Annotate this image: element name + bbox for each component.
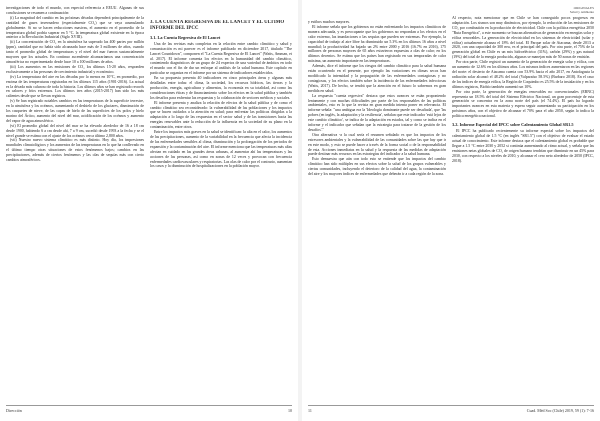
paragraph: Otra alternativa -a la cual sería el resumen señalado es que los impactos de los estresores ambientales y la vulnerabilidad de las comunidades sobre las que hay que ir en este modo, y esto se puede hacer a través de la forma social o de la responsabilidad de esta. Acciones inmediatas en la salud y la respuesta de las medidas de adaptación puede destinar más recursos en las estrategias del indicador a la salud humana.: [308, 132, 446, 157]
paragraph: El IPCC ha publicado recientemente su informe especial sobre los impactos del calentamiento global de 1.5 °C (en inglés "SR1.5") con el objetivo de evaluar el estado actual de conocimiento. Este informe destaca que el calentamiento global es probable que llegue a 1.5 °C entre 2030 y 2052 si continúa aumentando al ritmo actual, y señala que las emisiones netas globales de CO₂ de origen humano tendrían que disminuir en un 45% para 2030, con respecto a los niveles de 2010, y alcanzar el cero neto alrededor de 2050 (IPCC, 2018).: [452, 129, 594, 163]
paragraph: Al respecto, nota mencionar que en Chile se han conseguido pocos progresos en adaptación. Los sismos son muy dinámicos, por ejemplo, la reducción de las emisiones de CO₂ por combustión en la producción de electricidad. Chile con la política energética 2050 "Ruta Energética", a este momento se buscan alternativas de generación en energías solar y eólica renovables. La generación de electricidad en los sistemas de electricidad (solar y eólica) actualmente alcanza el 18% del total. El Parque solar de Atacama, desde 2013 a 2020, con una capacidad de 300 mw, es el principal del país. Por otra parte, el 75% de la generación global en Chile es un mix hidroeléctrico (31%), carbón (29%) y gas natural (19%) del total de la energía producida, algunas se manejan más de 50 zonas de emisión.: [452, 16, 594, 60]
paragraph: (vi) El promedio global del nivel del mar se ha elevado alrededor de 16 a 18 cm desde 1900, habiendo 6 a cm desde ahí, 7 a 9 cm, sucedió desde 1993 a la fecha y se el nivel grande se estima con el ajuste de los océanos cerca último 2,800 años.: [6, 123, 144, 138]
paragraph: Por otra parte, Chile registró un aumento de la generación de energía solar y eólica, con un aumento de 12.6% en los últimos años. Los mismos índices aumentaron en las regiones del norte: el desierto de Atacama cuenta con 53.9% hacia el año 2017, en Antofagasta la radiación solar alcanzó el 48.2% del total (Valparaíso 58.5%) (Barbaro 2018). En el caso de los índices de energía eólica, la Región de Coquimbo es 25.5% de la instalación y en los últimos registros, Biobío también aumentó un 10%.: [452, 60, 594, 89]
paragraph: (ii) La concentración de CO₂ en la atmósfera ha superado las 400 partes por millón (ppm), cantidad que no había sido alcanzada hace más de 3 millones de años, cuando tanto el promedio global de temperaturas y el nivel del mar fueron sustancialmente mayores que los actuales. En continuo ascendente alcanzaríamos una concentración atmosférica no experimentado desde hace 10 a 100 millones de años.: [6, 40, 144, 64]
paragraph: Por otra parte, la generación de energías renovables no convencionales (ERNC) representa un 18.5% del total del Sistema Eléctrico Nacional, un gran porcentaje de esta generación se concentra en la zona norte del país (el 74.4%). El país ha logrado importantes avances en esta materia y espera seguir aumentando su participación en los próximos años, con el objetivo de alcanzar el 70% para el año 2050, según lo indica la política energética nacional.: [452, 89, 594, 119]
paragraph: investigaciones de todo el mundo, con especial referencia a EEUU. Algunas de sus conclusiones se resumen a continuación:: [6, 6, 144, 15]
subsection-heading: 3.2. Informe Especial del IPCC sobre Calentamiento Global SR1.5: [452, 122, 574, 128]
paragraph: Entre los impactos más graves en la salud se identifican: la alta en el calor, los aumentos de las precipitaciones, aumento de la variabilidad en la frecuencia que afecta la incidencia de las enfermedades sensibles al clima, disminución y la prolongación de los periodos de expansión y la contaminación del aire. El informe menciona que las temperaturas más altas afectan en cuidado en las grandes áreas urbanas, al aumentar ahí las temperaturas y las acciones de las personas, así como en zonas de 12 veces y provocan con frecuencia enfermedades cardiovasculares y respiratorias. Las olas de calor por el contrario, aumentan los casos y la disminución de hospitalizaciones en la población mayor.: [150, 130, 292, 169]
paragraph: Esto demuestra que aún con todo esto se entiende que los impactos del cambio climático han sido múltiples en sus efectos sobre la salud de los grupos vulnerables y ciertas comunidades, incluyendo el deterioro de la calidad del agua, la contaminación del aire y los mayores índices de enfermedades que deberán ir a cada región de la zona.: [308, 157, 446, 177]
paragraph: (i) La magnitud del cambio en las próximas décadas dependerá principalmente de la cantidad de gases invernadero (especialmente CO₂) que se vaya acumulando globalmente. Si no se hacen reducciones masivas, el aumento en el promedio de la temperatura global podría superar en 5 °C. la temperatura global existente en la época anterior a la Revolución Industrial (Siglo XVIII).: [6, 15, 144, 40]
paragraph: (iii) Los aumentos en las emisiones de CO₂ los últimos 15-20 años, responden exclusivamente a las personas de crecimiento industrial y económico.: [6, 64, 144, 74]
paragraph: El informe señala que los gobiernos no están enfrentando los impactos climáticos de manera adecuada, y es preocupante que los gobiernos no respondan a los efectos en el calor extremo, las inundaciones o las sequías que pueden ser extremas. Por ejemplo, la capacidad de trabajo al aire libre ha disminuido un 5.3% en los últimos 16 años a nivel mundial; la productividad ha bajado un 2% entre 2000 y 2016 (16.7% en 2016), 175 millones de personas mayores de 65 años estuvieron expuestas a olas de calor; en los últimos decenios. Se estima que los países han registrado en sus temporadas de calor máxima, un aumento importante en las temperaturas.: [308, 24, 446, 64]
running-header: [570, 6, 594, 14]
left-page: [0, 0, 298, 421]
left-column-1: [6, 6, 144, 402]
subsection-heading: 3.1. La Cuenta Regresiva de El Lancet: [150, 34, 221, 40]
footer-rule: [308, 405, 594, 406]
page-number: 10: [288, 408, 292, 413]
paragraph: (iv) La temperatura del aire en las décadas por lo menos en 10°C, en promedio, por encima de las temperaturas registradas en los últimos 115 años (1901-2016). La actual es la década más caluroso de toda la historia. Los últimos años se han registrado records en calores y fríos extremos. Los últimos tres años (2015-2017) han sido los más calientes desde que se llevan registros.: [6, 74, 144, 99]
paragraph: Además, dice el informe que los riesgos del cambio climático para la salud humana están ocurriendo en el presente, por ejemplo las variaciones en climas secos han modificado la intensidad y la propagación de las enfermedades contagiosas y no contagiosas, y los efectos también sobre la incidencia de las enfermedades infecciosas (Watts, 2017). De hecho, se tendrá que la atención en el futuro lo sabremos en gran medida en salud.: [308, 64, 446, 93]
footer-rule: [6, 405, 292, 406]
footer-author: Dirección: [6, 408, 22, 413]
right-column-2: [452, 16, 594, 410]
right-page: [302, 0, 600, 421]
paragraph: El informe presenta y analiza la relación de efectos de la salud pública y de como el cambio climático sea reconsiderado: la vulnerabilidad de las poblaciones y los impactos que se hacen cuidados a la atención en salud; para enfrentar las políticas dirigidas a la adaptación a lo largo de las respuestas en el sector salud y de las transiciones hacia las energías renovables ante la reducción de la influencia en la sociedad de su plano en la contaminación, entre otros.: [150, 100, 292, 130]
paragraph: En su propuesta presenta 40 indicadores en cinco principales áreas y algunas más detalladas entre todas: el clima, la sociedad, los recursos hídricos, las tierras y la producción, energía, agricultura y alimentos, la economía en su totalidad, así como las consideraciones éticas y de financiamiento sobre los efectos en la salud pública y también los desafíos para enfrentar las respuestas y la colaboración de sectores médicos y sociales.: [150, 76, 292, 100]
paragraph: La respuesta "cuenta regresiva" destaca que estos avances se están proponiendo lentamente y con muchas dificultades por parte de los responsables de las políticas ambientales, esto es lo que la revista en gran medida intenta poner en relevancia. El informe señala: "una ambigua era la 'Ideología dominante puede ser desafiada', que 'las pobres (en inglés, la adaptación y la resiliencia', señalan que este indicador 'está lejos de este cambio climático', se indica de la adaptación en estados, tal y como se indica en el informe y el indicador que señalan que la estrategia para tratarse de la gestión de los desafíos'.": [308, 93, 446, 132]
header-journal: ORIGINALES: [573, 6, 594, 10]
footer-citation: Cuad. Méd Soc (Chile) 2019, 59 (1): 7-16: [526, 408, 594, 413]
paragraph: (vii) Nuestro nuevo sistema climático es más distinto. Hoy día, los impresiones mundiales climatológicos y los aumentos de las temperaturas en lo que ha conllevado en el último tiempo otras situaciones de estos fenómenos bajos; cambios en las precipitaciones, además de ciertos fenómenos y las olas de sequías más con cierto cambios atmosféricos.: [6, 138, 144, 163]
section-heading: 3. LA CUENTA REGRESIVA DE EL LANCET Y EL ÚLTIMO INFORME DEL IPCC: [150, 20, 285, 31]
left-column-2: [150, 20, 292, 402]
header-subtitle: Salud y Ambiente: [569, 10, 594, 15]
right-column-1: [308, 20, 446, 402]
page-number: 11: [308, 408, 312, 413]
paragraph: y estibos muchos mayores.: [308, 20, 350, 24]
paragraph: Una de las revistas más completas en la relación entre cambio climático y salud y comunicación es mi parecer es el informe publicado en diciembre 2017, titulado "The Lancet Countdown", componen el "La Cuenta Regresiva de El Lancet" (Watts, Amman, et al. 2017). El informe comenta los efectos en la humanidad del cambio climático, conteniendo diagnósticos de un grupo de 24 expertos de una variedad de ámbitos en todo el mundo con el fin de dar un enfoque al análisis de la salud humana. Este capítulo en particular se organiza en el informe por un sistema de indicadores establecidos.: [150, 41, 292, 76]
paragraph: (v) Se han registrado notables cambios en las temperaturas de la superficie terrestre, en la atmósfera y los océanos, aumentando el deshielo de los glaciares, disminución de los casquetes de nieve, de las capas de hielo de las superficies de los polos y hielo marino del Ártico, aumento del nivel del mar, acidificación de los océanos y aumento del vapor de agua atmosférico.: [6, 99, 144, 123]
